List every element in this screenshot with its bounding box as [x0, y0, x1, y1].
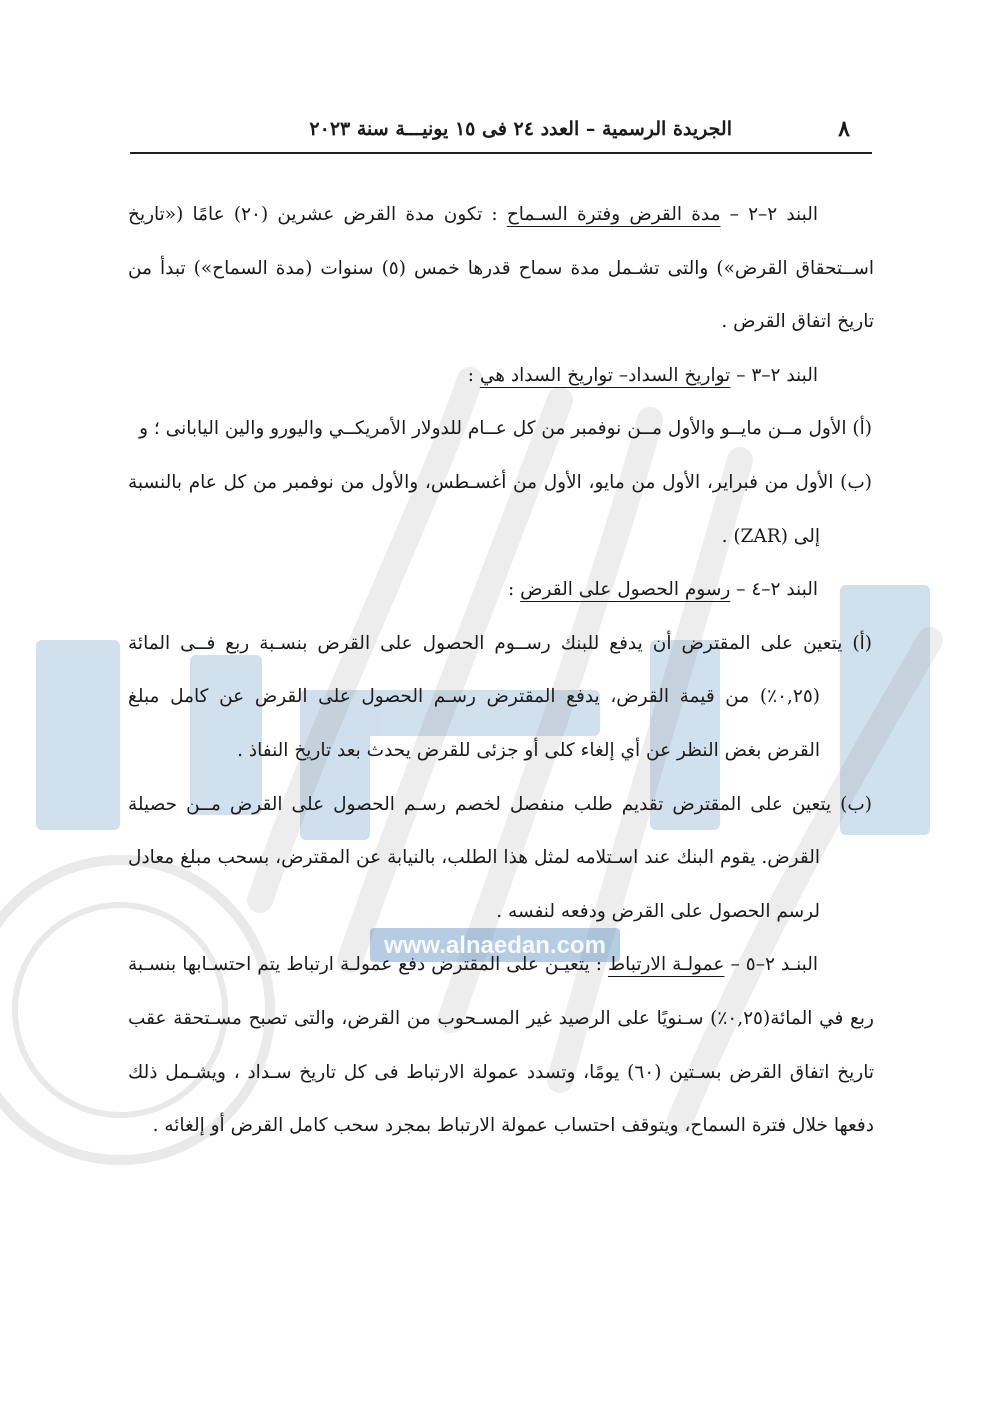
page-number: ٨	[838, 116, 850, 142]
clause-2-4	[128, 563, 874, 617]
clause-title: مدة القرض وفترة السـماح	[506, 204, 721, 225]
clause-2-5	[128, 938, 874, 1152]
clause-dash: –	[724, 954, 746, 976]
clause-2-3-item-a: (أ) الأول مــن مايــو والأول مــن نوفمبر من كل عــام للدولار الأمريكــي واليورو والين اليابانى ؛ و	[139, 418, 872, 440]
clause-2-2	[128, 188, 874, 349]
clause-label: البند ٢–٣	[751, 364, 818, 386]
clause-title: عمولـة الارتباط	[608, 954, 725, 976]
clause-dash: –	[730, 364, 752, 386]
clause-2-3-item-b: (ب) الأول من فبراير، الأول من مايو، الأول من أغسـطس، والأول من نوفمبر من كل عام بالنسبة إلى (ZAR) .	[128, 471, 872, 547]
clause-2-3	[128, 349, 874, 403]
page-header	[130, 112, 872, 154]
clause-title: تواريخ السداد– تواريخ السداد هي	[479, 364, 731, 386]
clause-text: :	[508, 579, 521, 601]
clause-dash: –	[720, 204, 749, 225]
watermark-url: www.alnaedan.com	[384, 932, 606, 959]
clause-label: البنـد ٢–٥	[745, 954, 819, 976]
clause-label: البند ٢–٤	[751, 579, 818, 601]
document-body	[128, 188, 874, 1153]
clause-label: البند ٢–٢	[748, 204, 819, 225]
clause-2-4-item-a: (أ) يتعين على المقترض أن يدفع للبنك رســوم الحصول على القرض بنسـبة ربع فــى المائة (٠,٢٥٪) من قيمة القرض، يدفع المقترض رسـم الحصول على القرض عن كامل مبلغ القرض بغض النظر عن أي إلغاء كلى أو جزئى للقرض يحدث بعد تاريخ النفاذ .	[128, 632, 872, 761]
clause-2-4-item-b: (ب) يتعين على المقترض تقديم طلب منفصل لخصم رسـم الحصول على القرض مــن حصيلة القرض. يقوم البنك عند اسـتلامه لمثل هذا الطلب، بالنيابة عن المقترض، بسحب مبلغ معادل لرسم الحصول على القرض ودفعه لنفسه .	[128, 793, 872, 922]
running-title: الجريدة الرسمية – العدد ٢٤ فى ١٥ يونيـــة سنة ٢٠٢٣	[309, 118, 732, 140]
clause-text: : تكون مدة القرض عشرين (٢٠) عامًا («تاريخ اســتحقاق القرض») والتى تشـمل مدة سماح قدرها خمس (٥) سنوات (مدة السماح») تبدأ من تاريخ اتفاق القرض .	[128, 204, 874, 333]
clause-text: : يتعيـن على المقترض دفع عمولـة ارتباط يتم احتسـابها بنسـبة ربع في المائة(٠,٢٥٪) سـنويًا على الرصيد غير المسـحوب من القرض، والتى تصبح مسـتحقة عقب تاريخ اتفاق القرض بسـتين (٦٠) يومًا، وتسدد عمولة الارتباط فى كل تاريخ سـداد ، ويشـمل ذلك دفعها خلال فترة السماح، ويتوقف احتساب عمولة الارتباط بمجرد سحب كامل القرض أو إلغائه .	[128, 954, 874, 1137]
clause-text: :	[467, 364, 480, 386]
clause-title: رسوم الحصول على القرض	[520, 579, 731, 601]
clause-dash: –	[730, 579, 752, 601]
